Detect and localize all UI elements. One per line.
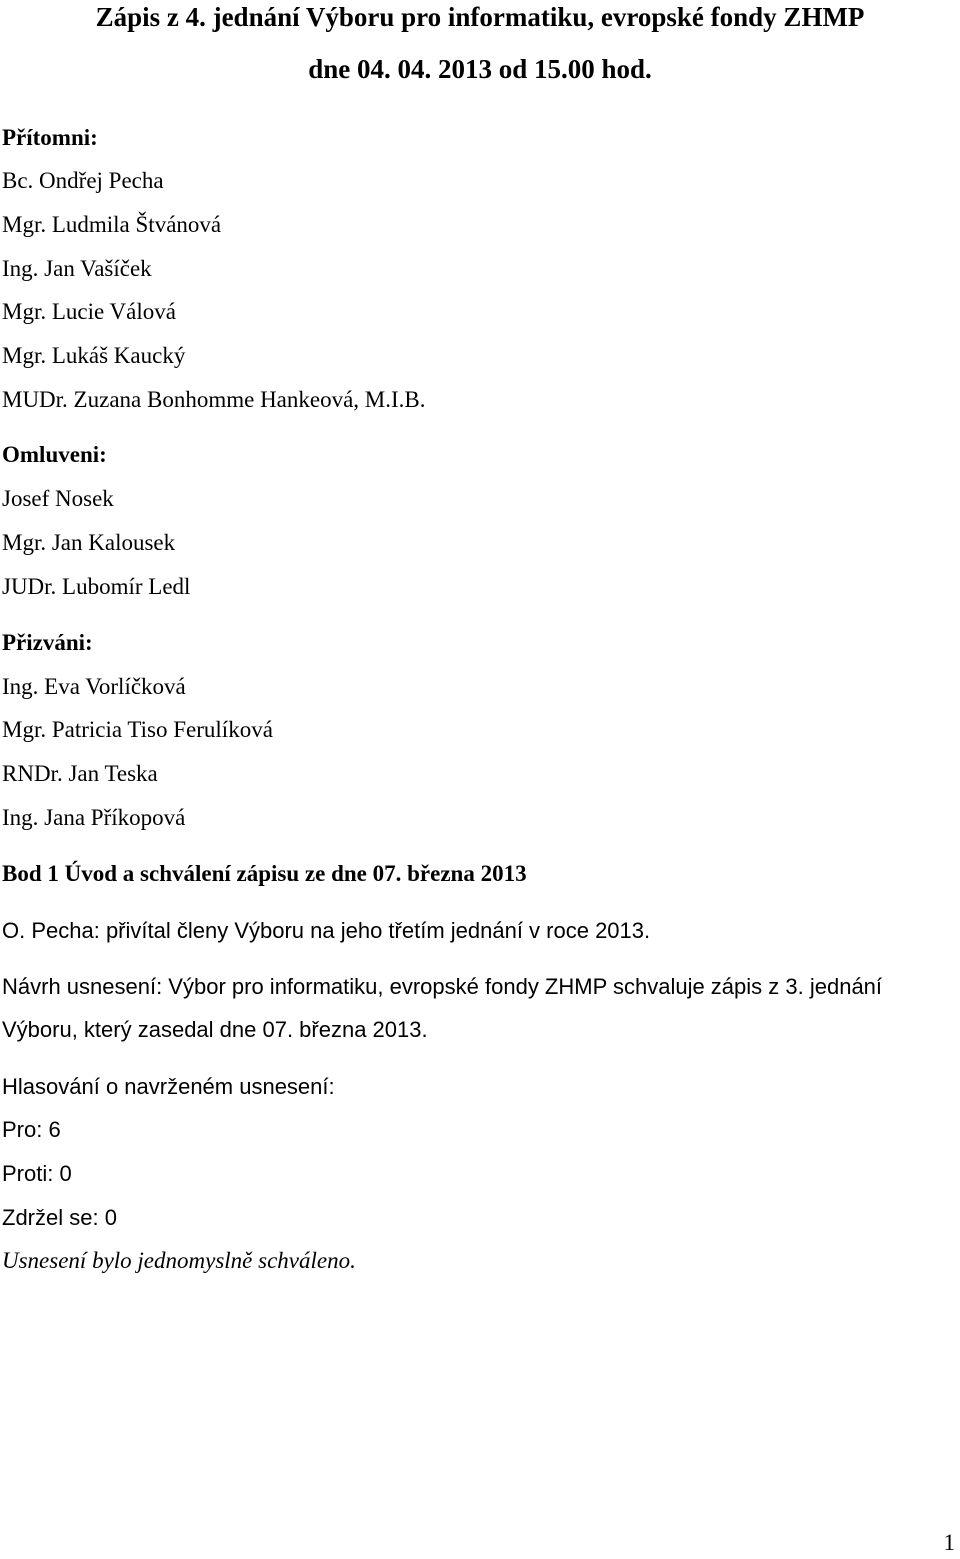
present-member: Mgr. Lucie Válová (2, 299, 176, 324)
present-member: Mgr. Ludmila Štvánová (2, 212, 222, 237)
vote-abstain: Zdržel se: 0 (2, 1205, 117, 1230)
invited-member: Ing. Eva Vorlíčková (2, 674, 186, 699)
present-member: MUDr. Zuzana Bonhomme Hankeová, M.I.B. (2, 387, 426, 412)
excused-member: Mgr. Jan Kalousek (2, 530, 176, 555)
document-title-line-2: dne 04. 04. 2013 od 15.00 hod. (308, 54, 652, 84)
item1-proposal-line-2: Výboru, který zasedal dne 07. března 2013. (2, 1017, 428, 1042)
vote-for: Pro: 6 (2, 1117, 61, 1142)
page-number: 1 (943, 1530, 955, 1555)
invited-heading: Přizváni: (2, 630, 93, 655)
vote-heading: Hlasování o navrženém usnesení: (2, 1074, 335, 1099)
present-member: Bc. Ondřej Pecha (2, 168, 164, 193)
item1-heading: Bod 1 Úvod a schválení zápisu ze dne 07. března 2013 (2, 861, 527, 886)
present-member: Ing. Jan Vašíček (2, 256, 152, 281)
resolution-result: Usnesení bylo jednomyslně schváleno. (2, 1248, 356, 1273)
item1-proposal-line-1: Návrh usnesení: Výbor pro informatiku, evropské fondy ZHMP schvaluje zápis z 3. jednání (2, 974, 883, 999)
item1-text: O. Pecha: přivítal členy Výboru na jeho třetím jednání v roce 2013. (2, 918, 651, 943)
present-heading: Přítomni: (2, 125, 98, 150)
vote-against: Proti: 0 (2, 1161, 72, 1186)
document-title-line-1: Zápis z 4. jednání Výboru pro informatiku, evropské fondy ZHMP (95, 2, 865, 32)
excused-member: JUDr. Lubomír Ledl (2, 574, 191, 599)
invited-member: Mgr. Patricia Tiso Ferulíková (2, 717, 273, 742)
invited-member: Ing. Jana Příkopová (2, 805, 186, 830)
excused-heading: Omluveni: (2, 442, 107, 467)
present-member: Mgr. Lukáš Kaucký (2, 343, 186, 368)
invited-member: RNDr. Jan Teska (2, 761, 158, 786)
excused-member: Josef Nosek (2, 486, 114, 511)
